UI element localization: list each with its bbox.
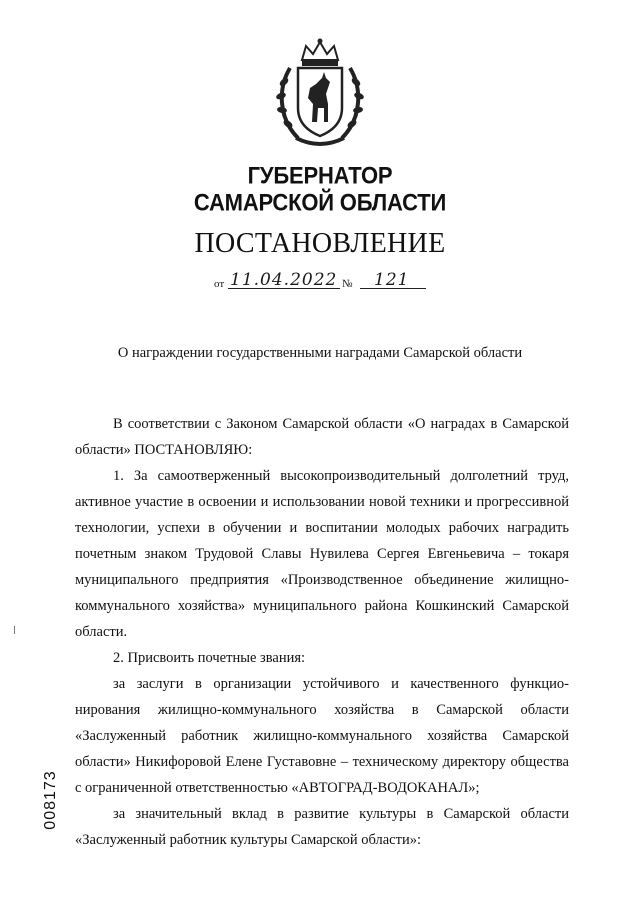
date-prefix-label: от xyxy=(214,278,225,290)
decree-number: 121 xyxy=(374,270,410,290)
coat-of-arms-icon xyxy=(268,38,372,150)
authority-line-1: ГУБЕРНАТОР xyxy=(247,161,393,189)
item-2a-paragraph: за заслуги в организации устойчивого и качественного функционирования жилищно-коммунального хозяйства в Самарской области «Заслуженный работник жилищно-коммунального хозяйства Самарской области» Никифоровой Елене Густавовне – техническому директору общества с ограниченной ответственностью «АВТОГРАД-ВОДОКАНАЛ»; xyxy=(75,676,569,796)
item-1-paragraph: 1. За самоотверженный высокопроизводительный долголетний труд, активное участие в освоении и использовании новой техники и прогрессивной технологии, успехи в обучении и воспитании молодых рабочих наградить почетным знаком Трудовой Славы Нувилева Сергея Евгеньевича – токаря муниципального предприятия «Производственное объединение жилищно-коммунального хозяйства» муниципального района Кошкинский Самарской области. xyxy=(75,468,569,640)
side-registration-number: 008173 xyxy=(42,770,59,830)
preamble-paragraph: В соответствии с Законом Самарской области «О наградах в Самарской области» ПОСТАНОВЛЯЮ: xyxy=(75,416,569,458)
decree-date: 11.04.2022 xyxy=(230,270,338,290)
number-label: № xyxy=(342,278,353,290)
item-2-paragraph: 2. Присвоить почетные звания: xyxy=(113,650,306,666)
margin-mark xyxy=(14,626,19,634)
decree-body xyxy=(75,411,569,853)
item-2b-paragraph: за значительный вклад в развитие культуры в Самарской области «Заслуженный работник культуры Самарской области»: xyxy=(75,806,569,848)
decree-subject: О награждении государственными наградами Самарской области xyxy=(117,345,523,361)
authority-line-2: САМАРСКОЙ ОБЛАСТИ xyxy=(193,188,447,216)
document-type-title: ПОСТАНОВЛЕНИЕ xyxy=(194,228,446,259)
